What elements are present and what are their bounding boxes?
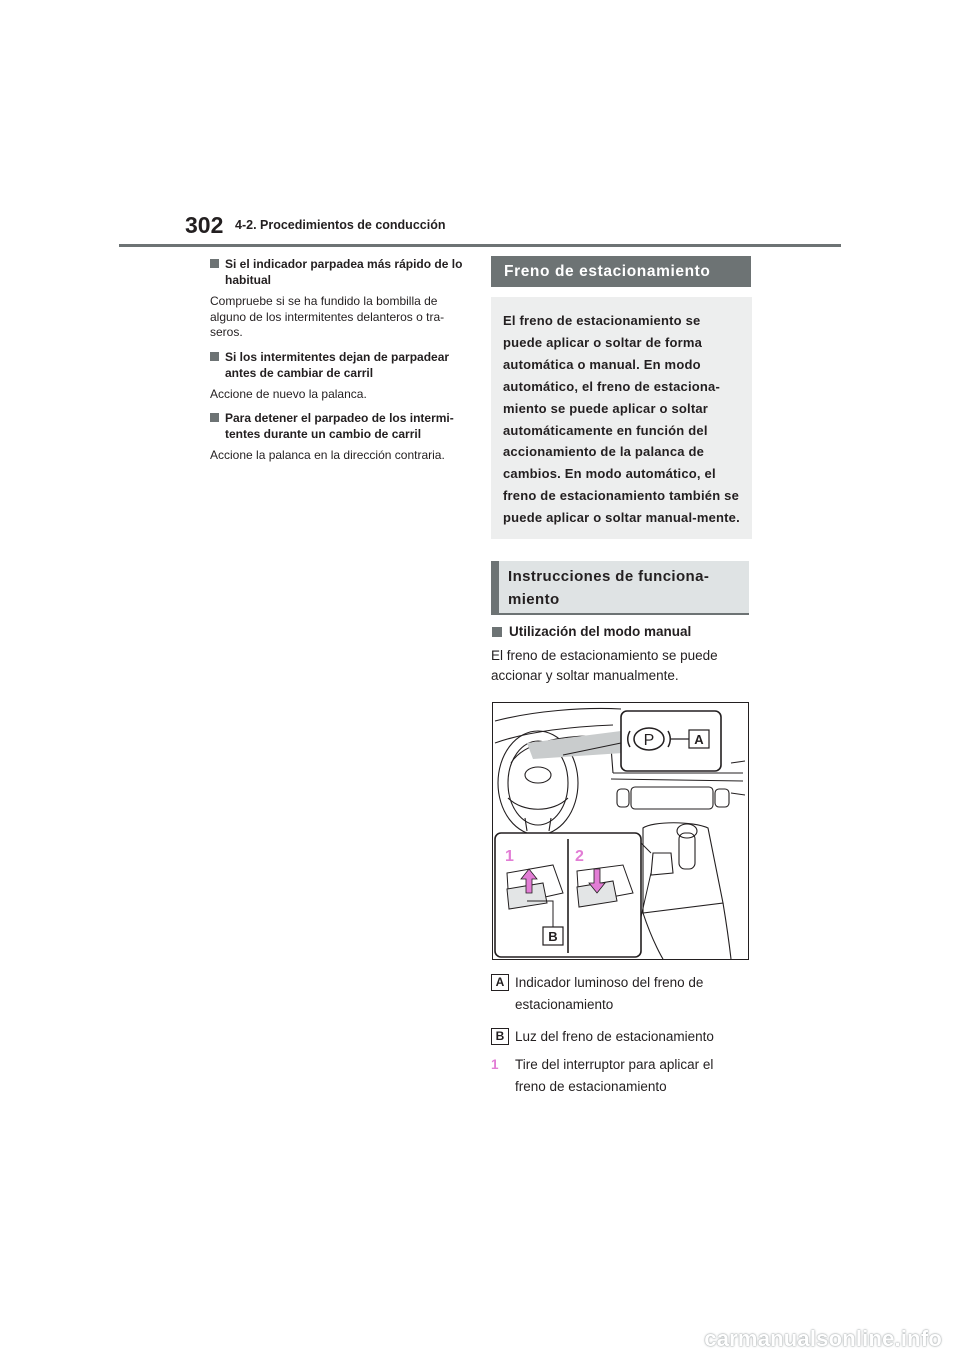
step-1-label: 1 — [505, 848, 514, 865]
legend-item-step-1 — [491, 1054, 753, 1098]
bullet-square-icon — [210, 413, 219, 422]
callout-b-label: B — [548, 929, 558, 944]
callout-a-label: A — [694, 732, 704, 747]
note-body: Accione de nuevo la palanca. — [210, 386, 367, 401]
subsection-title: Instrucciones de funciona-miento — [491, 561, 749, 613]
legend-item-a — [491, 972, 753, 1016]
note-heading-text: Para detener el parpadeo de los intermi-tentes durante un cambio de carril — [225, 411, 454, 441]
note — [210, 410, 472, 464]
left-column — [210, 256, 472, 472]
section-title-bar — [491, 256, 751, 287]
page-header — [185, 212, 445, 239]
legend-text-b: Luz del freno de estacionamiento — [515, 1029, 714, 1044]
bullet-square-icon — [210, 259, 219, 268]
bullet-square-icon — [492, 627, 502, 637]
legend-list — [491, 972, 753, 1108]
note — [210, 256, 472, 341]
note-body: Compruebe si se ha fundido la bombilla de alguno de los intermitentes delanteros o tra-seros. — [210, 294, 445, 339]
subsection-divider — [491, 613, 749, 615]
legend-step-number: 1 — [491, 1057, 499, 1072]
bullet-square-icon — [210, 352, 219, 361]
note-heading-text: Si el indicador parpadea más rápido de lo habitual — [225, 257, 463, 287]
site-watermark: carmanualsonline.info — [704, 1326, 942, 1351]
usage-heading — [491, 622, 753, 642]
parking-brake-illustration — [492, 702, 749, 960]
legend-text-a: Indicador luminoso del freno de estacionamiento — [515, 975, 704, 1012]
usage-body: El freno de estacionamiento se puede accionar y soltar manualmente. — [491, 648, 718, 684]
page-number: 302 — [185, 212, 224, 238]
chapter-title: 4-2. Procedimientos de conducción — [235, 218, 446, 232]
note-heading — [210, 256, 472, 288]
legend-step-text: Tire del interruptor para aplicar el freno de estacionamiento — [515, 1057, 714, 1094]
legend-tag-a: A — [491, 974, 509, 991]
usage-heading-text: Utilización del modo manual — [509, 624, 692, 640]
legend-tag-b: B — [491, 1028, 509, 1045]
dashboard-drawing — [493, 703, 748, 959]
section-title: Freno de estacionamiento — [504, 262, 711, 280]
note-heading — [210, 349, 472, 381]
legend-item-b — [491, 1026, 753, 1048]
section-intro: El freno de estacionamiento se puede aplicar o soltar de forma automática o manual. En modo automático, el freno de estaciona-miento se puede aplicar o soltar automáticamente en función del accionamiento de la palanca de cambios. En modo automático, el freno de estacionamiento también se puede aplicar o soltar manual-mente. — [491, 297, 752, 539]
step-2-label: 2 — [575, 848, 584, 865]
header-divider — [119, 244, 841, 247]
right-column — [491, 256, 753, 686]
note-heading — [210, 410, 472, 442]
indicator-symbol: P — [643, 732, 655, 749]
note-body: Accione la palanca en la dirección contraria. — [210, 448, 445, 462]
note — [210, 349, 472, 403]
note-heading-text: Si los intermitentes dejan de parpadear antes de cambiar de carril — [225, 349, 450, 380]
